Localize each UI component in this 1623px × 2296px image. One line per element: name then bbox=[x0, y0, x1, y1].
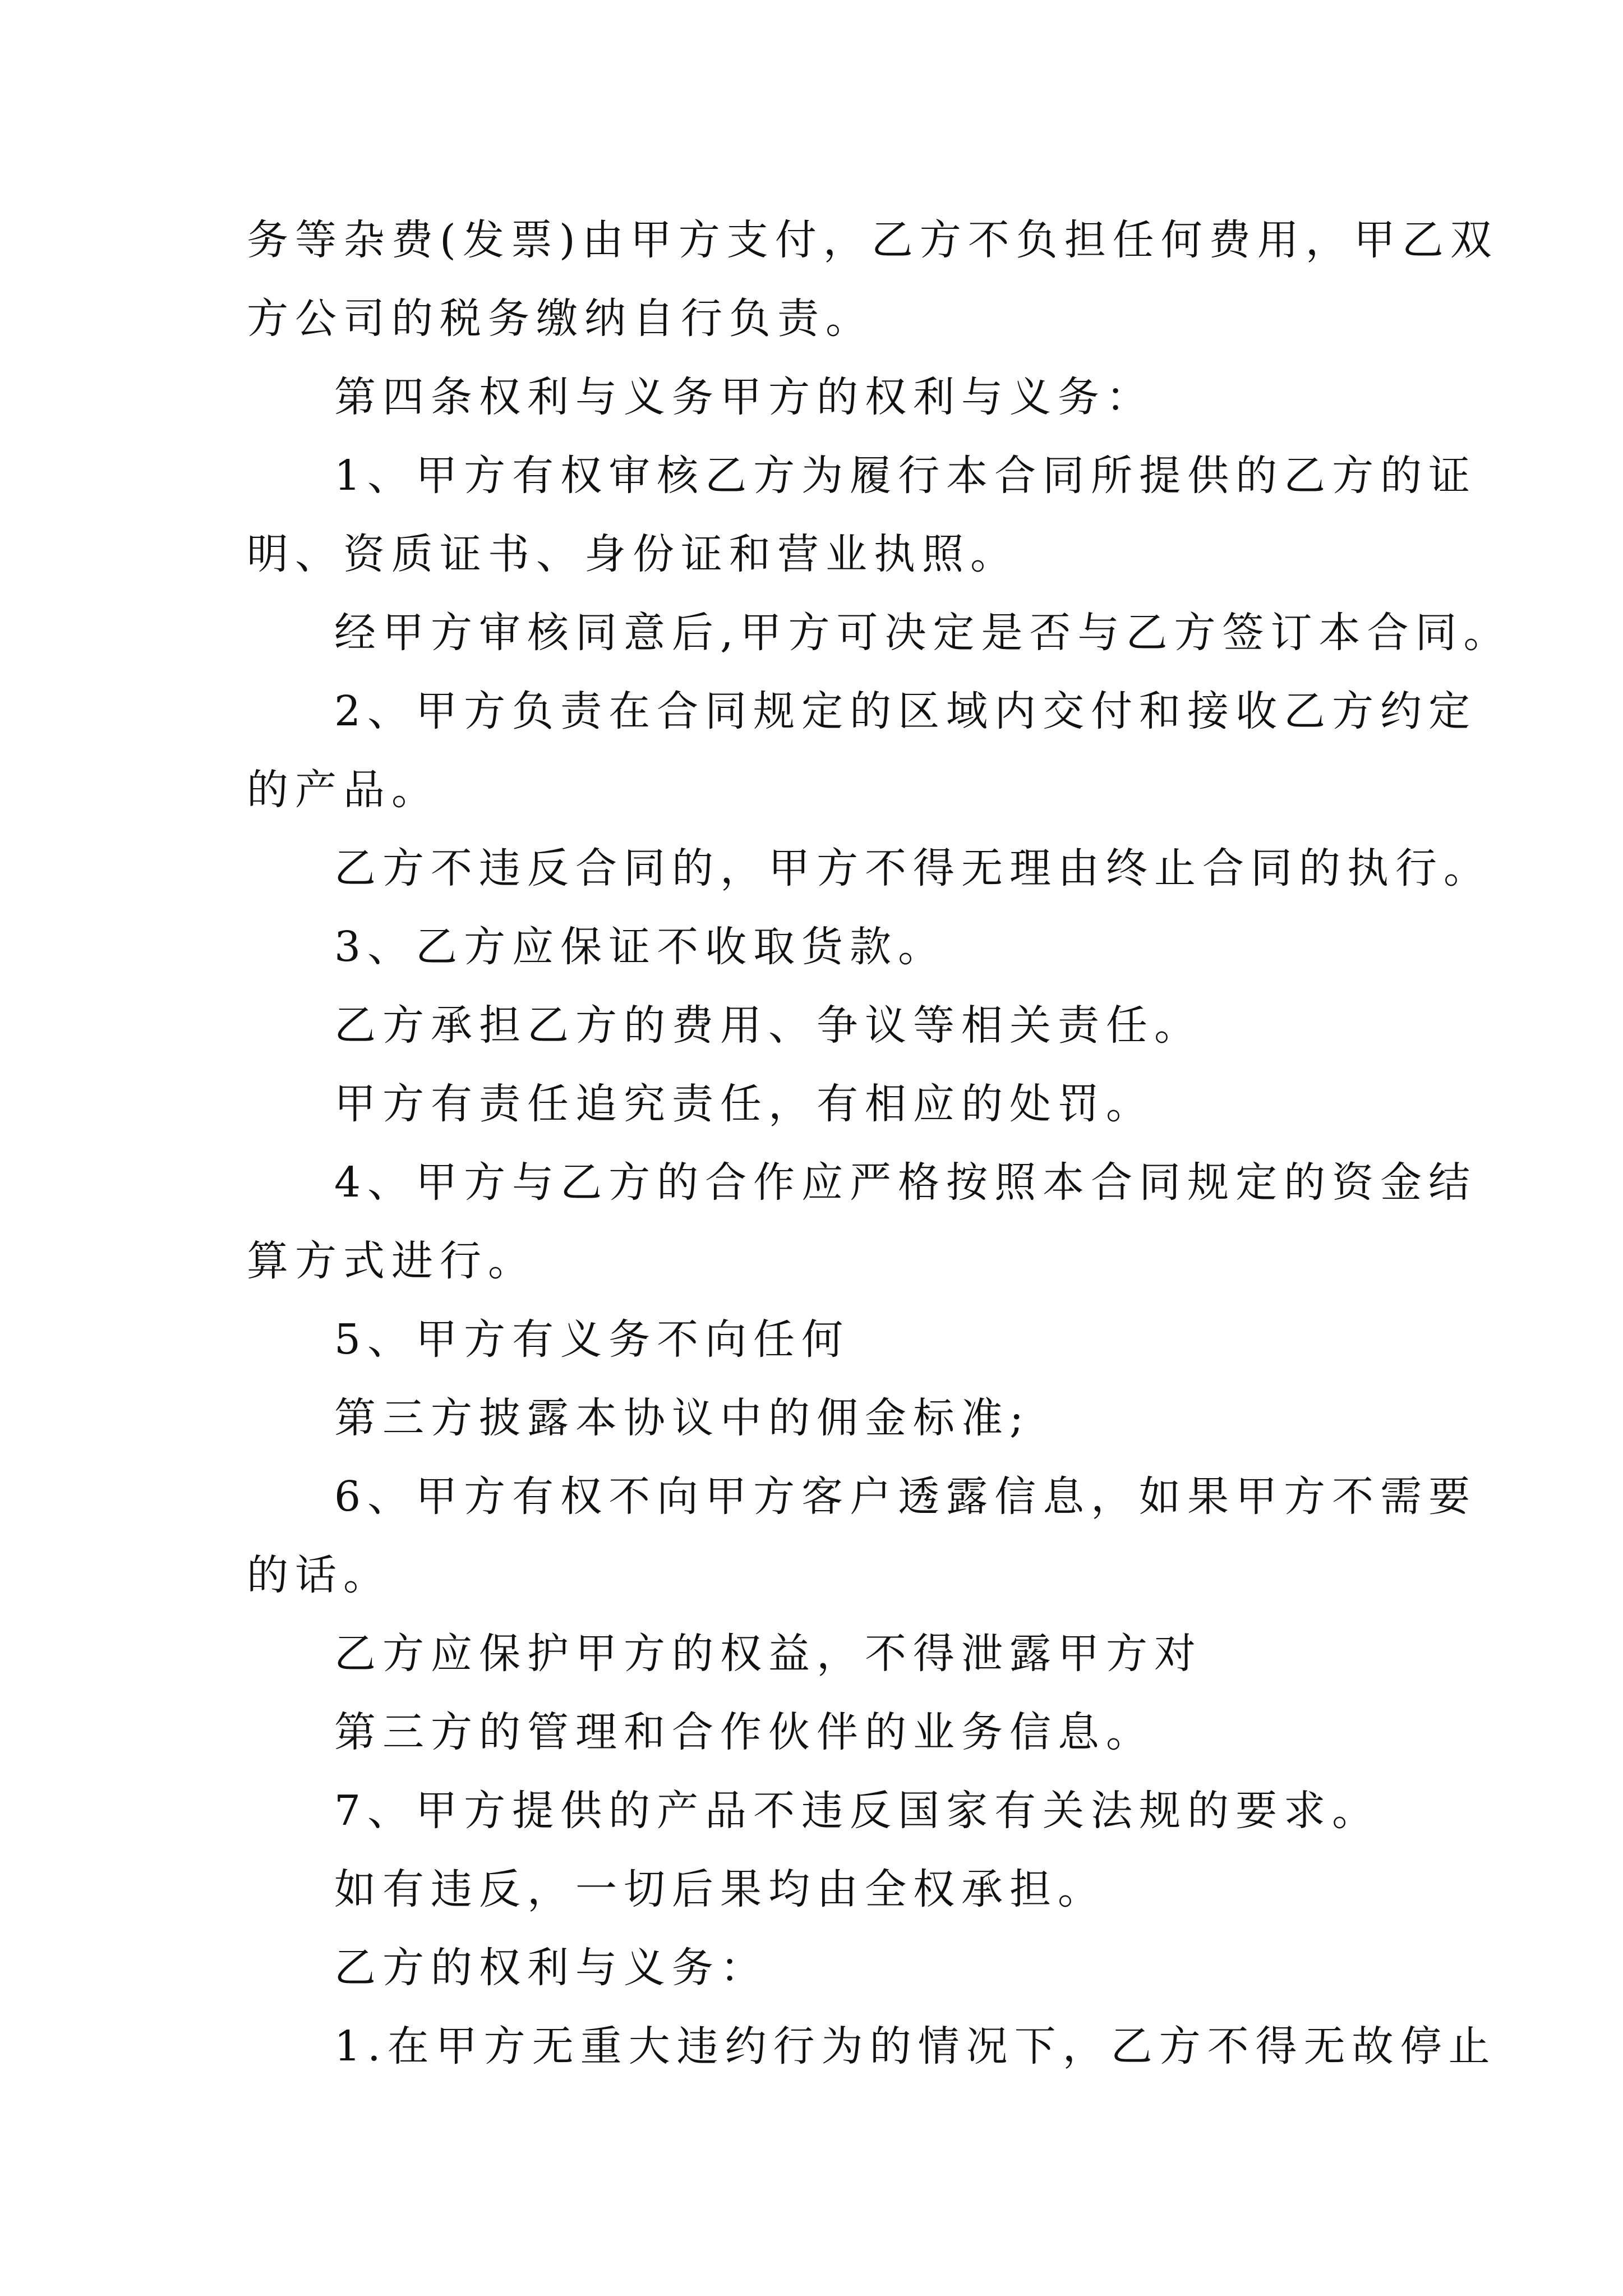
text-line: 明、资质证书、身份证和营业执照。 bbox=[247, 530, 1018, 578]
text-line: 乙方不违反合同的，甲方不得无理由终止合同的执行。 bbox=[334, 844, 1492, 892]
text-line: 7、甲方提供的产品不违反国家有关法规的要求。 bbox=[334, 1787, 1381, 1835]
text-line: 的产品。 bbox=[247, 766, 440, 814]
text-line: 乙方应保护甲方的权益，不得泄露甲方对 bbox=[334, 1630, 1202, 1678]
text-line: 算方式进行。 bbox=[247, 1237, 536, 1285]
text-line: 经甲方审核同意后,甲方可决定是否与乙方签订本合同。 bbox=[334, 609, 1512, 657]
text-line: 甲方有责任追究责任，有相应的处罚。 bbox=[334, 1080, 1154, 1128]
text-line: 第三方披露本协议中的佣金标准; bbox=[334, 1394, 1030, 1442]
text-line: 务等杂费(发票)由甲方支付，乙方不负担任何费用，甲乙双 bbox=[247, 216, 1498, 264]
text-line: 的话。 bbox=[247, 1551, 391, 1599]
text-line: 1.在甲方无重大违约行为的情况下，乙方不得无故停止 bbox=[334, 2022, 1497, 2070]
text-line: 1、甲方有权审核乙方为履行本合同所提供的乙方的证 bbox=[334, 452, 1477, 500]
text-line: 2、甲方负责在合同规定的区域内交付和接收乙方约定 bbox=[334, 687, 1477, 735]
text-line: 第四条权利与义务甲方的权利与义务： bbox=[334, 373, 1154, 421]
text-line: 方公司的税务缴纳自行负责。 bbox=[247, 295, 874, 343]
text-line: 3、乙方应保证不收取货款。 bbox=[334, 923, 947, 971]
text-line: 6、甲方有权不向甲方客户透露信息，如果甲方不需要 bbox=[334, 1473, 1477, 1521]
text-line: 如有违反，一切后果均由全权承担。 bbox=[334, 1865, 1106, 1913]
text-line: 4、甲方与乙方的合作应严格按照本合同规定的资金结 bbox=[334, 1158, 1477, 1207]
text-line: 乙方承担乙方的费用、争议等相关责任。 bbox=[334, 1001, 1202, 1050]
text-line: 乙方的权利与义务： bbox=[334, 1944, 768, 1992]
text-line: 5、甲方有义务不向任何 bbox=[334, 1315, 850, 1364]
text-line: 第三方的管理和合作伙伴的业务信息。 bbox=[334, 1708, 1154, 1756]
